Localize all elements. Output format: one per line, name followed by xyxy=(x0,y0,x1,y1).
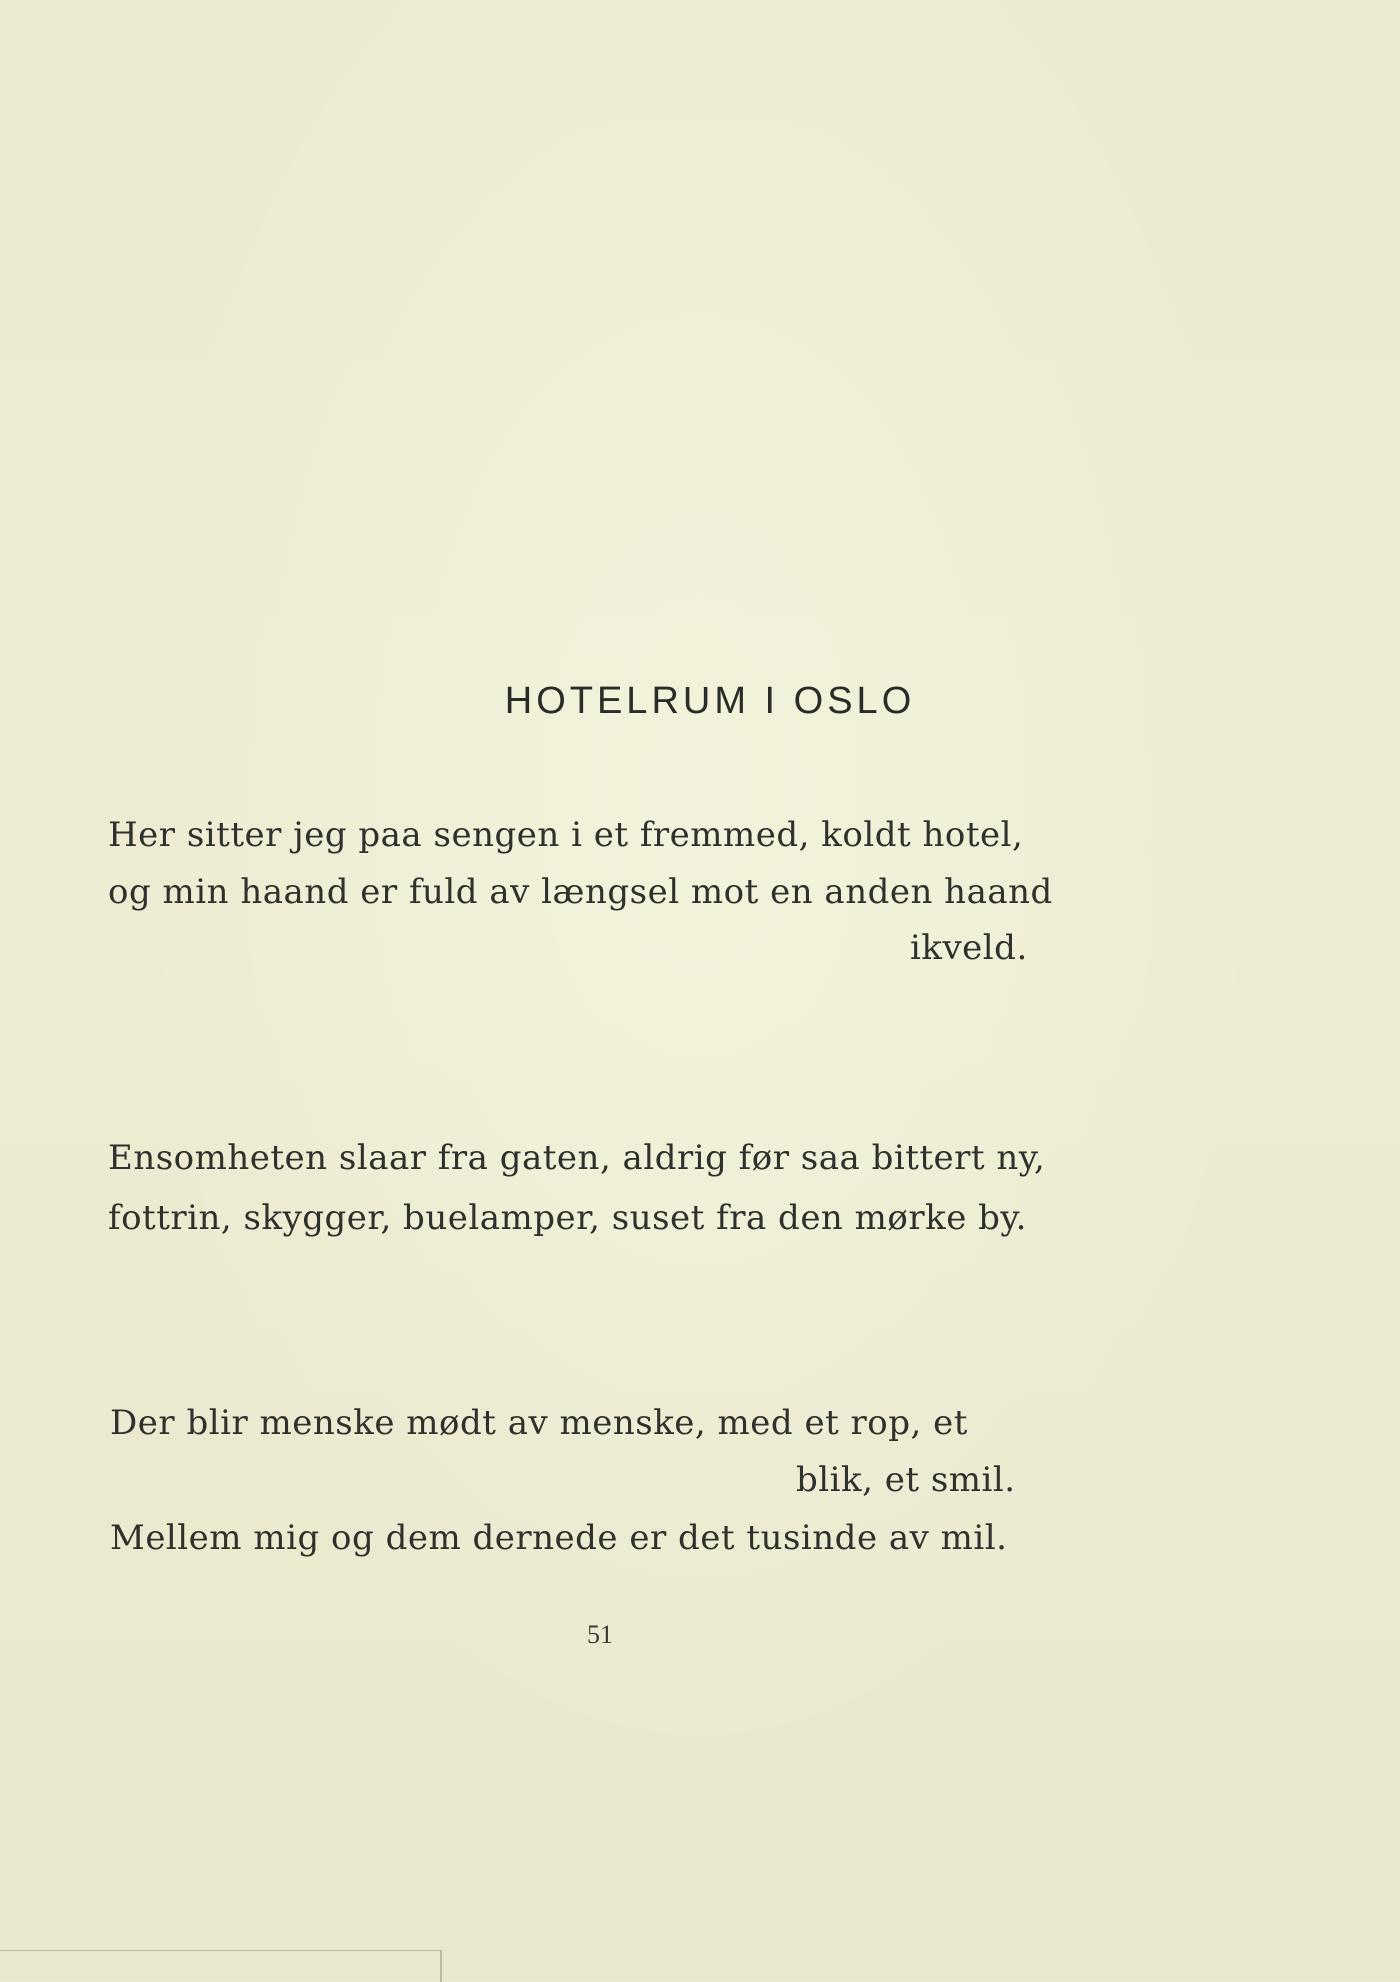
poem-title: HOTELRUM I OSLO xyxy=(504,680,916,722)
stanza-1-line-2: og min haand er fuld av længsel mot en anden haand xyxy=(108,872,1053,912)
page-number: 51 xyxy=(587,1620,613,1649)
stanza-3-line-3: Mellem mig og dem dernede er det tusinde av mil. xyxy=(110,1518,1008,1558)
stanza-1-line-1: Her sitter jeg paa sengen i et fremmed, koldt hotel, xyxy=(108,815,1024,855)
stanza-3-line-1: Der blir menske mødt av menske, med et rop, et xyxy=(110,1403,968,1443)
scan-edge-mark xyxy=(0,1950,442,1982)
stanza-3-line-2: blik, et smil. xyxy=(796,1460,1016,1500)
stanza-1-line-3: ikveld. xyxy=(910,928,1028,968)
stanza-2-line-2: fottrin, skygger, buelamper, suset fra den mørke by. xyxy=(108,1198,1027,1238)
stanza-2-line-1: Ensomheten slaar fra gaten, aldrig før saa bittert ny, xyxy=(108,1138,1046,1178)
